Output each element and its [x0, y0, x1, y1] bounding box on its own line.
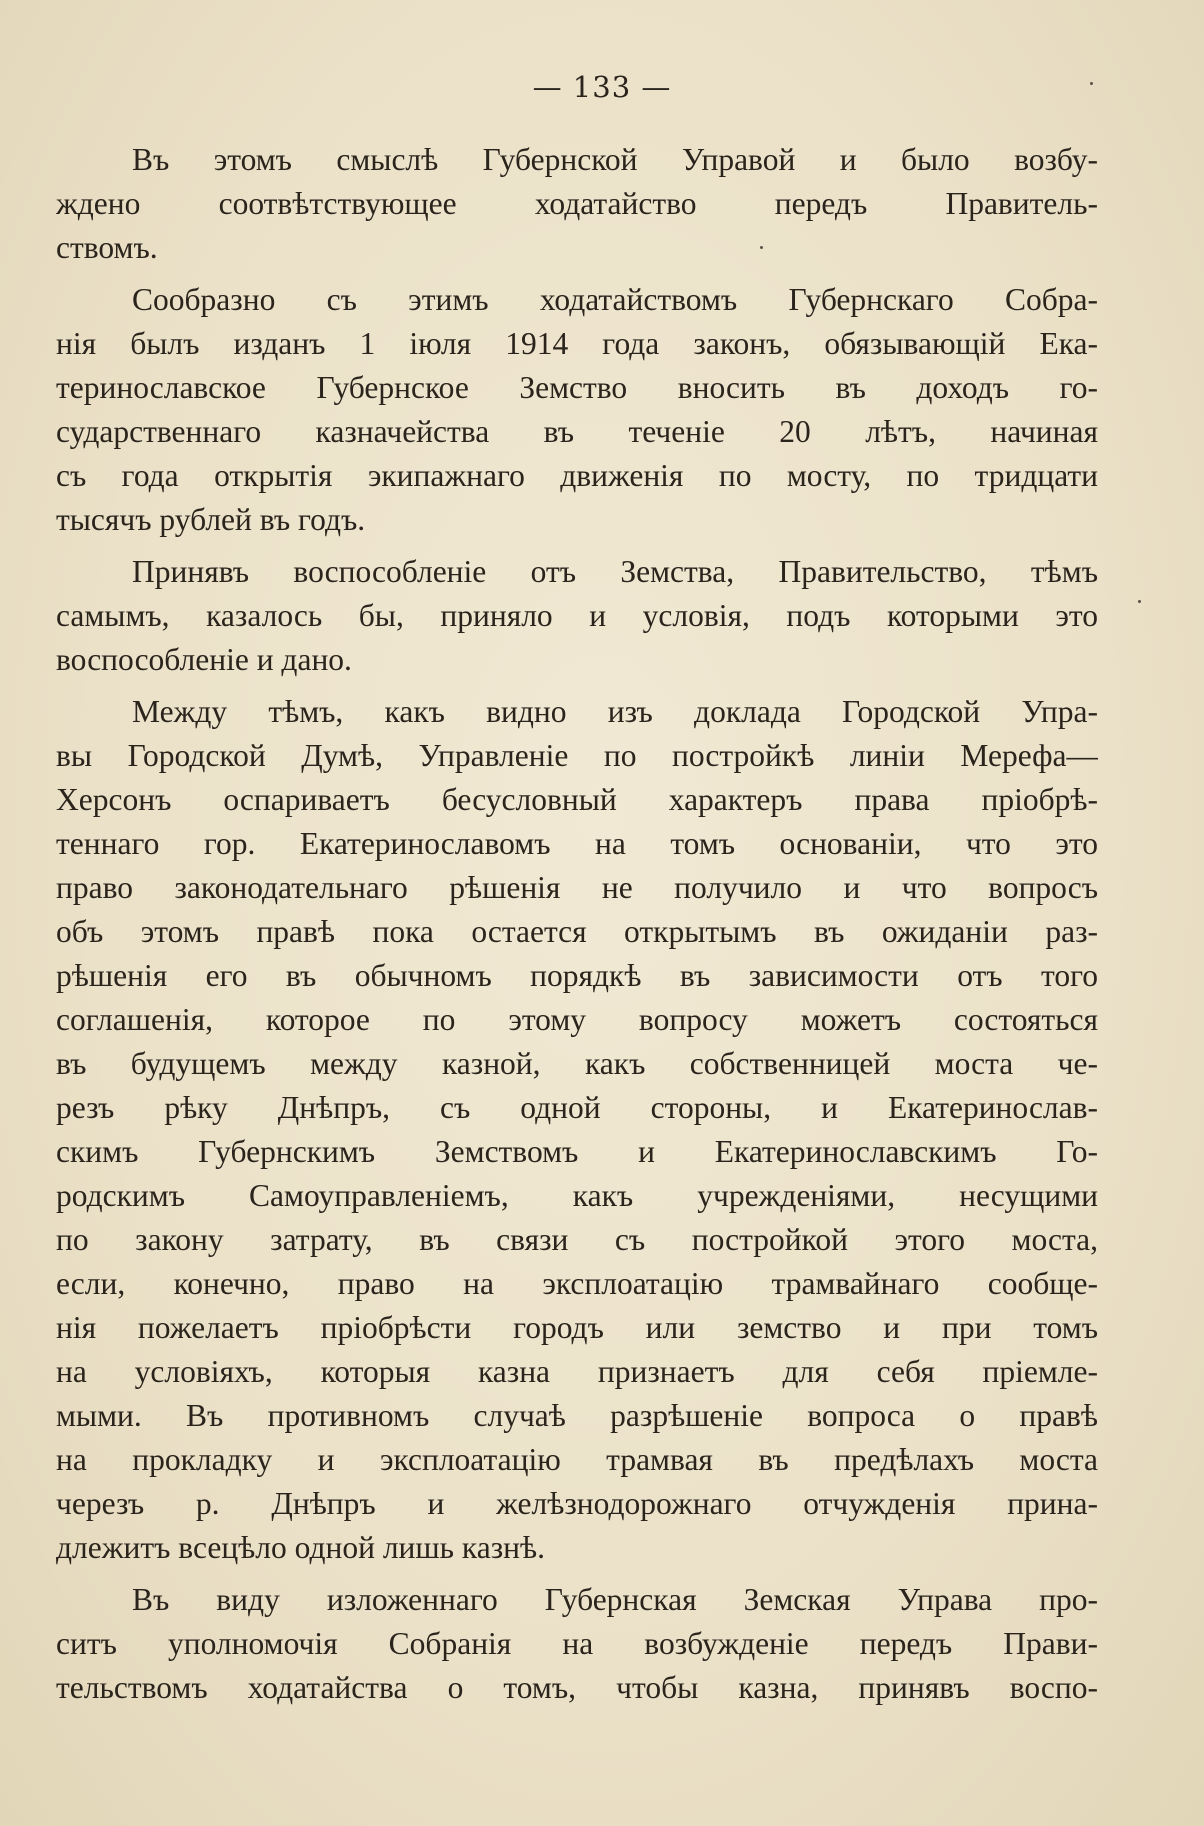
text-line: Въ этомъ смыслѣ Губернской Управой и было возбу- [132, 142, 1098, 177]
text-line: тысячъ рублей въ годъ. [56, 502, 366, 537]
text-line: нія пожелаетъ пріобрѣсти городъ или земство и при томъ [56, 1310, 1098, 1345]
paper-speck [1138, 600, 1141, 603]
text-line: Принявъ воспособленіе отъ Земства, Правительство, тѣмъ [132, 554, 1098, 589]
text-line: воспособленіе и дано. [56, 642, 352, 677]
text-line: тельствомъ ходатайства о томъ, чтобы казна, принявъ воспо- [56, 1670, 1098, 1705]
text-line: теннаго гор. Екатеринославомъ на томъ основаніи, что это [56, 826, 1098, 861]
text-line: съ года открытія экипажнаго движенія по мосту, по тридцати [56, 458, 1098, 493]
paragraph [56, 278, 1098, 542]
text-line: Между тѣмъ, какъ видно изъ доклада Городской Упра- [132, 694, 1098, 729]
paragraph-gap [56, 1570, 1098, 1578]
text-line: Въ виду изложеннаго Губернская Земская Управа про- [132, 1582, 1098, 1617]
text-line: черезъ р. Днѣпръ и желѣзнодорожнаго отчужденія прина- [56, 1486, 1098, 1521]
text-line: въ будущемъ между казной, какъ собственницей моста че- [56, 1046, 1098, 1081]
paragraph [56, 550, 1098, 682]
text-line: на условіяхъ, которыя казна признаетъ для себя пріемле- [56, 1354, 1098, 1389]
paragraph [56, 1578, 1098, 1710]
paragraph-gap [56, 542, 1098, 550]
page-number: — 133 — [532, 70, 672, 104]
text-line: теринославское Губернское Земство вносить въ доходъ го- [56, 370, 1098, 405]
text-line: мыми. Въ противномъ случаѣ разрѣшеніе вопроса о правѣ [56, 1398, 1098, 1433]
paragraph-gap [56, 682, 1098, 690]
text-line: право законодательнаго рѣшенія не получило и что вопросъ [56, 870, 1098, 905]
text-line: резъ рѣку Днѣпръ, съ одной стороны, и Екатеринослав- [56, 1090, 1098, 1125]
text-line: если, конечно, право на эксплоатацію трамвайнаго сообще- [56, 1266, 1098, 1301]
text-line: нія былъ изданъ 1 іюля 1914 года законъ, обязывающій Ека- [56, 326, 1098, 361]
text-line: сударственнаго казначейства въ теченіе 20 лѣтъ, начиная [56, 414, 1098, 449]
paragraph [56, 690, 1098, 1570]
text-line: ситъ уполномочія Собранія на возбужденіе передъ Прави- [56, 1626, 1098, 1661]
text-line: соглашенія, которое по этому вопросу можетъ состояться [56, 1002, 1098, 1037]
text-line: рѣшенія его въ обычномъ порядкѣ въ зависимости отъ того [56, 958, 1098, 993]
text-line: Херсонъ оспариваетъ бесусловный характеръ права пріобрѣ- [56, 782, 1098, 817]
text-line: вы Городской Думѣ, Управленіе по постройкѣ линіи Мерефа— [56, 738, 1098, 773]
text-line: по закону затрату, въ связи съ постройкой этого моста, [56, 1222, 1098, 1257]
text-line: длежитъ всецѣло одной лишь казнѣ. [56, 1530, 545, 1565]
text-line: самымъ, казалось бы, приняло и условія, подъ которыми это [56, 598, 1098, 633]
text-line: скимъ Губернскимъ Земствомъ и Екатеринославскимъ Го- [56, 1134, 1098, 1169]
text-line: объ этомъ правѣ пока остается открытымъ въ ожиданіи раз- [56, 914, 1098, 949]
text-line: Сообразно съ этимъ ходатайствомъ Губернскаго Собра- [132, 282, 1098, 317]
text-line: ствомъ. [56, 230, 158, 265]
text-line: ждено соотвѣтствующее ходатайство передъ Правитель- [56, 186, 1098, 221]
paragraph-gap [56, 270, 1098, 278]
text-line: родскимъ Самоуправленіемъ, какъ учрежденіями, несущими [56, 1178, 1098, 1213]
paper-speck [1090, 82, 1093, 85]
text-line: на прокладку и эксплоатацію трамвая въ предѣлахъ моста [56, 1442, 1098, 1477]
paragraph [56, 138, 1098, 270]
paper-speck [760, 246, 763, 249]
body-text [56, 138, 1098, 1710]
